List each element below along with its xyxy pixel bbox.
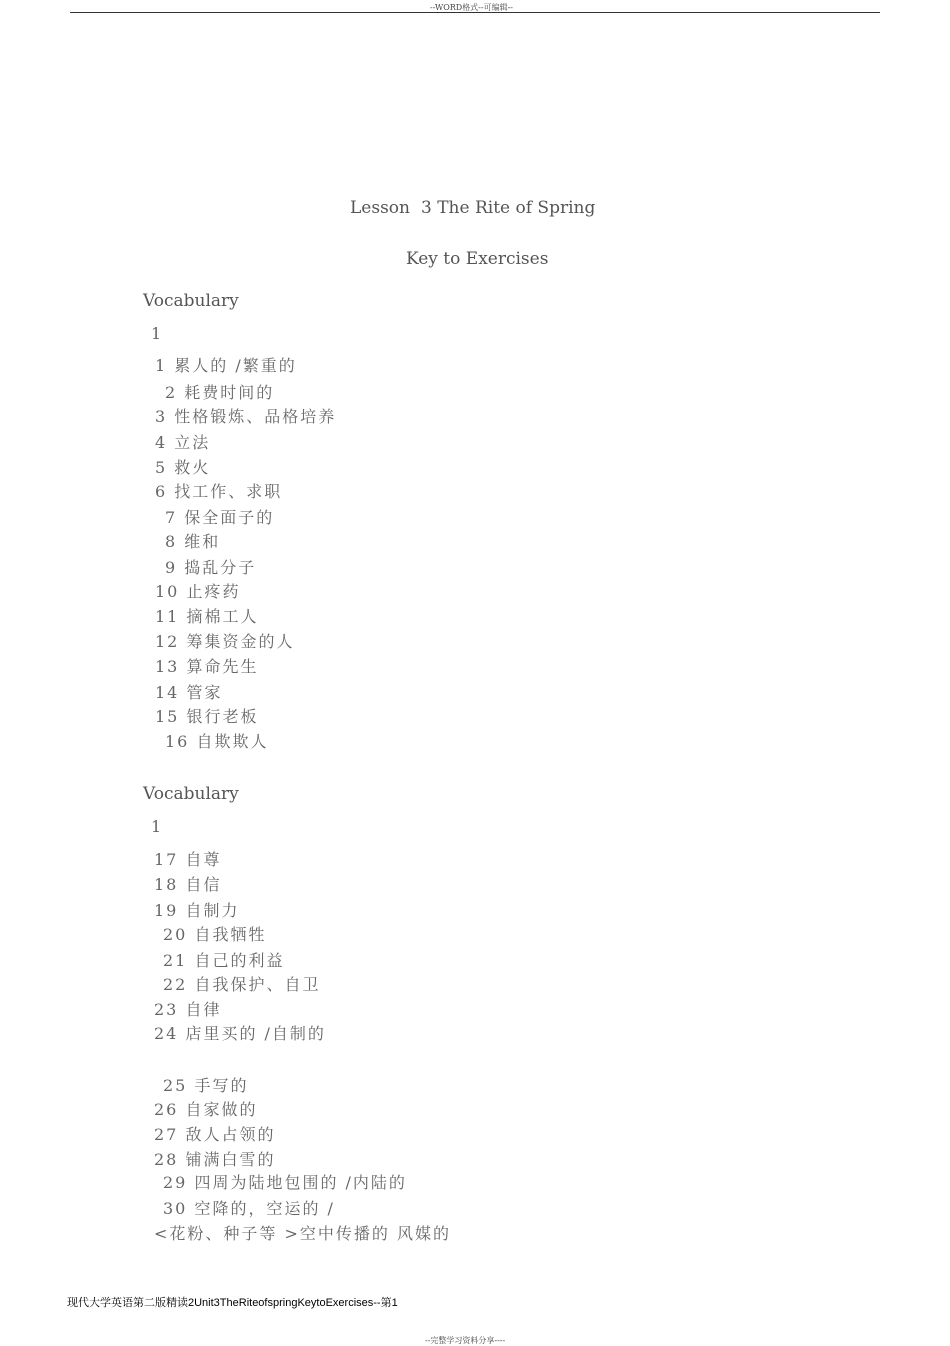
list-item: 30 空降的，空运的 / [163,1199,335,1218]
section-sub-number: 1 [151,324,162,343]
list-item: 21 自己的利益 [163,951,285,970]
list-item: 26 自家做的 [154,1100,258,1119]
list-item: 25 手写的 [163,1076,249,1095]
header-text: --WORD格式--可编辑-- [430,3,513,12]
list-item: 1 累人的 /繁重的 [155,356,297,375]
list-item: 23 自律 [154,1000,222,1019]
list-item: 28 铺满白雪的 [154,1150,276,1169]
page-subtitle: Key to Exercises [406,249,549,269]
list-item: 9 捣乱分子 [165,558,257,577]
list-item: 18 自信 [154,875,222,894]
lesson-title: 3 The Rite of Spring [421,198,596,218]
list-item: 3 性格锻炼、品格培养 [155,407,337,426]
list-item: 10 止疼药 [155,582,241,601]
list-item: 14 管家 [155,683,223,702]
list-item: 29 四周为陆地包围的 /内陆的 [163,1173,407,1192]
list-item: 13 算命先生 [155,657,259,676]
list-item: 17 自尊 [154,850,222,869]
list-item: 20 自我牺牲 [163,925,267,944]
list-item: <花粉、种子等 >空中传播的 风媒的 [154,1224,451,1243]
section-heading: Vocabulary [143,291,239,311]
list-item: 16 自欺欺人 [165,732,269,751]
list-item: 7 保全面子的 [165,508,275,527]
list-item: 22 自我保护、自卫 [163,975,321,994]
lesson-label: Lesson [350,198,410,218]
list-item: 8 维和 [165,532,221,551]
list-item: 15 银行老板 [155,707,259,726]
list-item: 27 敌人占领的 [154,1125,276,1144]
list-item: 4 立法 [155,433,211,452]
list-item: 11 摘棉工人 [155,607,259,626]
list-item: 6 找工作、求职 [155,482,283,501]
list-item: 12 筹集资金的人 [155,632,295,651]
document-footer-title: 现代大学英语第二版精读2Unit3TheRiteofspringKeytoExercises--第1 [67,1297,398,1309]
list-item: 19 自制力 [154,901,240,920]
section-heading: Vocabulary [143,784,239,804]
footer-text: --完整学习资料分享---- [425,1336,506,1345]
list-item: 24 店里买的 /自制的 [154,1024,326,1043]
section-sub-number: 1 [151,817,162,836]
list-item: 2 耗费时间的 [165,383,275,402]
list-item: 5 救火 [155,458,211,477]
